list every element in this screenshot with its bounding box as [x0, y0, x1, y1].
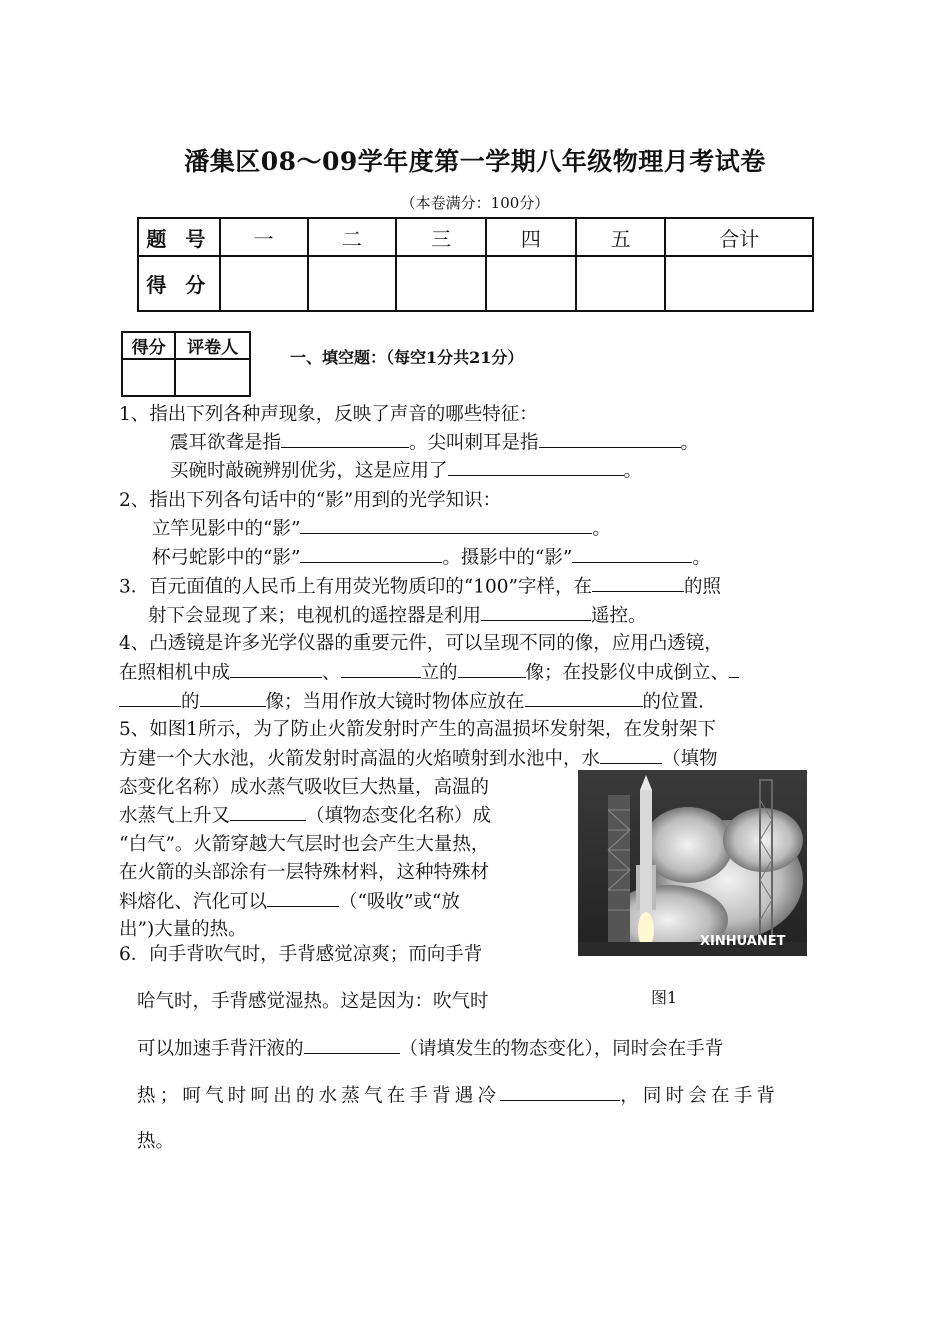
q1-intro: 1、指出下列各种声现象，反映了声音的哪些特征：: [119, 404, 538, 425]
q3-blank-1[interactable]: [592, 572, 684, 592]
q2-line-b: [152, 543, 711, 569]
q5-blank-3[interactable]: [267, 887, 339, 907]
q6-line-2: 哈气时，手背感觉湿热。这是因为：吹气时: [137, 991, 489, 1012]
score-cell-2[interactable]: [308, 256, 397, 311]
q1-text: 震耳欲聋是指: [170, 432, 282, 454]
q6-line-1: 6．向手背吹气时，手背感觉凉爽；而向手背: [119, 944, 483, 965]
q4-text: 在照相机中成: [119, 662, 231, 684]
q1-blank-3[interactable]: [448, 456, 624, 476]
grader-name-cell[interactable]: [175, 359, 250, 396]
q4-blank-6[interactable]: [525, 687, 643, 707]
q6-text: 可以加速手背汗液的: [137, 1038, 304, 1060]
score-header-1: 一: [220, 218, 308, 256]
q6-line-4: [137, 1081, 779, 1107]
score-header-2: 二: [308, 218, 397, 256]
rocket-launch-photo: [578, 770, 807, 956]
grader-score-label: 得分: [122, 332, 175, 359]
q4-blank-5[interactable]: [200, 687, 266, 707]
q4-text: 立的: [420, 662, 458, 684]
q4-text: 像；在投影仪中成倒立、: [525, 662, 730, 684]
q5-line-8: 出”)大量的热。: [119, 919, 247, 940]
q4-blank-2[interactable]: [341, 658, 421, 678]
page-subtitle: （本卷满分：100分）: [400, 194, 550, 212]
q5-line-3: 态变化名称）成水蒸气吸收巨大热量，高温的: [119, 777, 490, 798]
q4-blank-1[interactable]: [230, 658, 322, 678]
grader-score-cell[interactable]: [122, 359, 175, 396]
q5-text: 方建一个大水池，火箭发射时高温的火焰喷射到水池中，水: [119, 748, 601, 770]
q2-text: 。摄影中的“影”: [442, 547, 573, 569]
photo-watermark: XINHUANET: [700, 934, 786, 949]
score-cell-3[interactable]: [396, 256, 486, 311]
q5-text: （“吸收”或“放: [339, 891, 460, 913]
score-cell-1[interactable]: [220, 256, 308, 311]
q6-line-3: [137, 1034, 723, 1060]
q5-line-5: “白气”。火箭穿越大气层时也会产生大量热，: [119, 834, 490, 855]
q5-line-4: [119, 801, 491, 827]
q4-blank-3[interactable]: [458, 658, 526, 678]
q3-line-1: [119, 572, 721, 598]
q1-blank-2[interactable]: [539, 428, 681, 448]
q4-line-2: [119, 658, 739, 684]
q5-text: 料熔化、汽化可以: [119, 891, 268, 913]
q1-text: 。尖叫刺耳是指: [409, 432, 539, 454]
q4-text: 、: [322, 662, 341, 684]
q3-line-2: [148, 601, 647, 627]
q4-line-3: [119, 687, 704, 713]
q5-text: （填物: [662, 748, 718, 770]
q4-line-1: 4、凸透镜是许多光学仪器的重要元件，可以呈现不同的像，应用凸透镜，: [119, 633, 723, 654]
q6-blank-2[interactable]: [500, 1081, 620, 1101]
q4-text: 的位置.: [642, 691, 704, 713]
q3-blank-2[interactable]: [481, 601, 591, 621]
q6-blank-1[interactable]: [304, 1034, 400, 1054]
score-cell-total[interactable]: [665, 256, 813, 311]
score-header-5: 五: [576, 218, 666, 256]
q2-text: 杯弓蛇影中的“影”: [152, 547, 301, 569]
q2-text: 立竿见影中的“影”: [152, 518, 301, 540]
q5-blank-1[interactable]: [600, 744, 662, 764]
q5-line-2: [119, 744, 718, 770]
q5-line-1: 5、如图1所示，为了防止火箭发射时产生的高温损坏发射架，在发射架下: [119, 719, 717, 740]
q1-text: 。: [680, 432, 700, 454]
q6-line-5: 热。: [137, 1131, 175, 1152]
q1-text: 买碗时敲碗辨别优劣，这是应用了: [170, 460, 448, 482]
figure-caption: 图1: [651, 988, 678, 1007]
q2-text: 。: [692, 547, 711, 569]
section-heading: 一、填空题：（每空1分共21分）: [290, 348, 524, 367]
q5-text: 水蒸气上升又: [119, 805, 231, 827]
q5-text: （填物态变化名称）成: [306, 805, 492, 827]
q2-blank-2[interactable]: [300, 543, 442, 563]
q2-intro: 2、指出下列各句话中的“影”用到的光学知识：: [119, 490, 502, 511]
q6-text: 热；呵气时呵出的水蒸气在手背遇冷: [137, 1085, 501, 1107]
q1-line-b: [170, 456, 642, 482]
q4-text: 的: [181, 691, 200, 713]
q3-text: 3．百元面值的人民币上有用荧光物质印的“100”字样，在: [119, 576, 592, 598]
score-cell-4[interactable]: [486, 256, 576, 311]
q6-text: ，同时会在手背: [620, 1085, 780, 1107]
score-table: [137, 217, 814, 312]
q1-blank-1[interactable]: [281, 428, 409, 448]
q5-blank-2[interactable]: [230, 801, 306, 821]
score-header-label: 题 号: [138, 218, 220, 256]
q4-text: 像；当用作放大镜时物体应放在: [265, 691, 525, 713]
score-row-label: 得 分: [138, 256, 220, 311]
q1-text: 。: [623, 460, 643, 482]
q6-text: （请填发生的物态变化），同时会在手背: [399, 1038, 724, 1060]
page-title: 潘集区08～09学年度第一学期八年级物理月考试卷: [184, 147, 766, 176]
q3-text: 遥控。: [591, 605, 647, 627]
q5-line-6: 在火箭的头部涂有一层特殊材料，这种特殊材: [119, 862, 490, 883]
rocket-launch-illustration: [578, 770, 807, 956]
q2-line-a: [152, 514, 611, 540]
q3-text: 的照: [684, 576, 722, 598]
grader-name-label: 评卷人: [175, 332, 250, 359]
q3-text: 射下会显现了来；电视机的遥控器是利用: [148, 605, 482, 627]
grader-box: [121, 331, 251, 397]
q5-line-7: [119, 887, 460, 913]
score-header-3: 三: [396, 218, 486, 256]
q2-blank-1[interactable]: [300, 514, 592, 534]
score-header-total: 合计: [665, 218, 813, 256]
score-header-4: 四: [486, 218, 576, 256]
q4-blank-4-cont[interactable]: [119, 687, 181, 707]
score-cell-5[interactable]: [576, 256, 666, 311]
q2-blank-3[interactable]: [572, 543, 692, 563]
q1-line-a: [170, 428, 699, 454]
q4-blank-4[interactable]: [729, 658, 739, 678]
q2-text: 。: [592, 518, 611, 540]
